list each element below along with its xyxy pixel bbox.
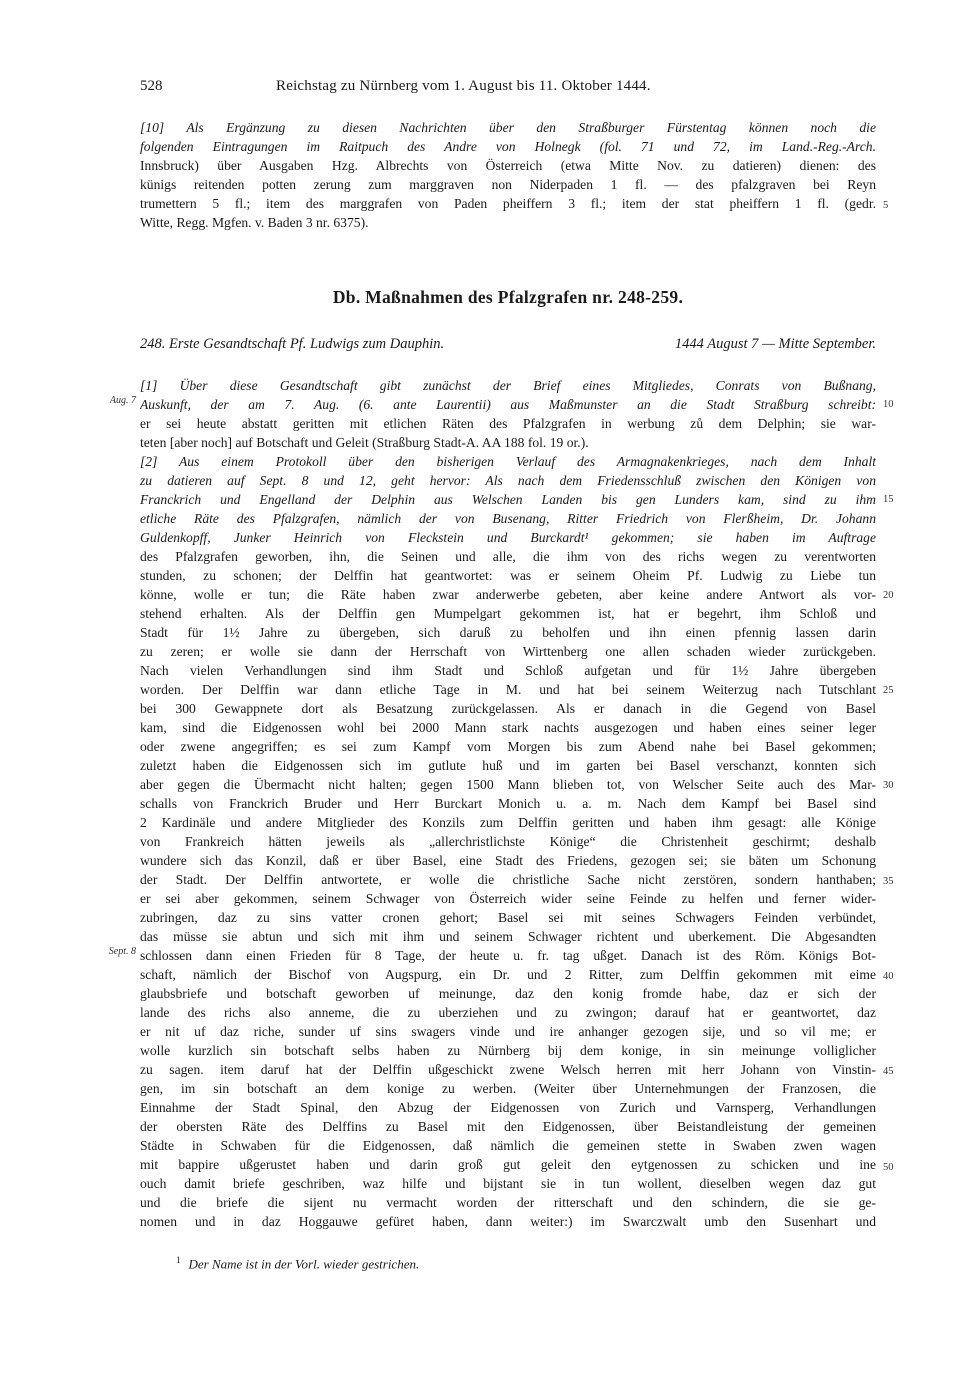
text-line: schlossen dann einen Frieden für 8 Tage, der heute u. fr. tag ußget. Danach ist des Röm. Königs Bot- — [140, 948, 876, 963]
text-line: bei 300 Gewappnete dort als Besatzung zurückgelassen. Als er danach in die Gegend von Basel — [140, 701, 876, 716]
text-line: glaubsbriefe und botschaft geworben uf meinunge, daz den konig fromde habe, daz er sich der — [140, 986, 876, 1001]
text-line: zuletzt haben die Eidgenossen sich im gutlute huß und im garten bei Basel verschanzt, konnten sich — [140, 758, 876, 773]
text-line: aber gegen die Übermacht nicht halten; gegen 1500 Mann blieben tot, von Welscher Seite auch des Mar- — [140, 777, 876, 792]
text-line: Auskunft, der am 7. Aug. (6. ante Laurentii) aus Maßmunster an die Stadt Straßburg schreibt: — [140, 397, 876, 412]
text-line: folgenden Eintragungen im Raitpuch des Andre von Holnegk (fol. 71 und 72, im Land.-Reg.-Arch. — [140, 139, 876, 154]
running-title: Reichstag zu Nürnberg vom 1. August bis 11. Oktober 1444. — [276, 78, 651, 94]
document-heading — [140, 334, 876, 354]
text-line: Städte in Schwaben für die Eidgenossen, daß nämlich die gemeinen stette in Swaben zwen wagen — [140, 1138, 876, 1153]
line-number: 10 — [883, 399, 894, 410]
text-line: stehend erhalten. Als der Delffin gen Mumpelgart gekommen ist, hat er begehrt, ihm Schloß und — [140, 606, 876, 621]
line-number: 15 — [883, 494, 894, 505]
intro-paragraph — [140, 118, 876, 232]
text-line: er sei heute abstatt geritten mit etlichen Räten des Pfalzgrafen in werbung zů dem Delphin; sie war- — [140, 416, 876, 431]
text-line: trumettern 5 fl.; item des marggrafen von Paden pheiffern 3 fl.; item der stat pheiffern 1 fl. (gedr. — [140, 196, 876, 211]
text-line: schalls von Franckrich Bruder und Herr Burckart Monich u. a. m. Nach dem Kampf bei Basel sind — [140, 796, 876, 811]
text-line: Guldenkopff, Junker Heinrich von Fleckstein und Burckardt¹ gekommen; sie haben im Auftrage — [140, 530, 876, 545]
text-line: ouch damit briefe geschriben, waz hilfe und bijstant sie in tun wollent, dieselben wegen daz gut — [140, 1176, 876, 1191]
line-number: 5 — [883, 200, 889, 211]
text-line: zu datieren auf Sept. 8 und 12, geht hervor: Als nach dem Friedensschluß zwischen den Königen von — [140, 473, 876, 488]
text-line: [1] Über diese Gesandtschaft gibt zunächst der Brief eines Mitgliedes, Conrats von Bußnang, — [140, 378, 876, 393]
text-line: nomen und in daz Hoggauwe gefüret haben, dann weiter:) im Swarczwalt umb den Susenhart und — [140, 1214, 876, 1229]
text-line: mit bappire ußgerustet haben und darin groß gut geleit den eytgenossen zu schicken und ine — [140, 1157, 876, 1172]
text-line: Einnahme der Stadt Spinal, den Abzug der Eidgenossen von Zurich und Varnsperg, Verhandlungen — [140, 1100, 876, 1115]
text-line: etliche Räte des Pfalzgrafen, nämlich der von Busenang, Ritter Friedrich von Flerßheim, Dr. Johann — [140, 511, 876, 526]
text-line: zu zeren; er wolle sie dann der Herrschaft von Wirttenberg one allen schaden wieder zurückgeben. — [140, 644, 876, 659]
text-line: [2] Aus einem Protokoll über den bisherigen Verlauf des Armagnakenkrieges, nach dem Inhalt — [140, 454, 876, 469]
text-line: Stadt für 1½ Jahre zu übergeben, sich daruß zu beholfen und ihn einen pfennig lassen darin — [140, 625, 876, 640]
text-line: zubringen, daz zu sins vatter cronen gehort; Basel sei mit seines Schwagers Feinden verbündet, — [140, 910, 876, 925]
text-line: [10] Als Ergänzung zu diesen Nachrichten über den Straßburger Fürstentag können noch die — [140, 120, 876, 135]
line-number: 45 — [883, 1066, 894, 1077]
document-number-title: 248. Erste Gesandtschaft Pf. Ludwigs zum Dauphin. — [140, 336, 445, 352]
text-line: wolle kurzlich sin botschaft selbs haben zu Nürnberg bij dem konige, in sin meinunge volliglicher — [140, 1043, 876, 1058]
text-line: Nach vielen Verhandlungen sind ihm Stadt und Schloß aufgetan und für 1½ Jahre übergeben — [140, 663, 876, 678]
text-line: lande des richs also anneme, die zu uberziehen und zu zwingon; darauf hat er geantwortet, daz — [140, 1005, 876, 1020]
text-line: 2 Kardinäle und andere Mitglieder des Konzils zum Delffin geritten und haben ihm gesagt: alle Könige — [140, 815, 876, 830]
text-line: oder zwene angegriffen; es sei zum Kampf vom Morgen bis zum Abend nahe bei Basel gekommen; — [140, 739, 876, 754]
document-date: 1444 August 7 — Mitte September. — [674, 336, 876, 352]
text-line: der Stadt. Der Delffin antwortete, er wolle die christliche Sache nicht zerstören, sondern hanthaben; — [140, 872, 876, 887]
line-number: 25 — [883, 685, 894, 696]
margin-note-aug7: Aug. 7 — [109, 395, 136, 406]
text-line: zu sagen. item daruf hat der Delffin ußgeschickt zwene Welsch herren mit herr Johann von Vinstin- — [140, 1062, 876, 1077]
footnote-text: Der Name ist in der Vorl. wieder gestrichen. — [188, 1256, 420, 1272]
section-title: Db. Maßnahmen des Pfalzgrafen nr. 248-259. — [332, 287, 684, 307]
line-number: 30 — [883, 780, 894, 791]
text-line: künigs reitenden potten zerung zum marggraven non Niderpaden 1 fl. — des pfalzgraven bei Reyn — [140, 177, 876, 192]
line-number: 50 — [883, 1162, 894, 1173]
line-number: 35 — [883, 876, 894, 887]
text-line: teten [aber noch] auf Botschaft und Geleit (Straßburg Stadt-A. AA 188 fol. 19 or.). — [140, 435, 589, 450]
text-line: Witte, Regg. Mgfen. v. Baden 3 nr. 6375). — [140, 215, 369, 230]
text-line: er sei aber gekommen, seinem Schwager von Österreich wider seine Feinde zu helfen und ferner wider- — [140, 891, 876, 906]
text-line: er nit uf daz riche, sunder uf sins swagers vinde und ire anhanger gezogen sije, und so vil me; er — [140, 1024, 876, 1039]
text-line: und die briefe die sijent nu vermacht worden der ritterschaft und den schindern, die sie ge- — [140, 1195, 876, 1210]
text-line: des Pfalzgrafen geworben, ihn, die Seinen und alle, die ihm von des richs wegen zu verentworten — [140, 549, 876, 564]
margin-note-sept8: Sept. 8 — [108, 946, 136, 957]
document-body — [140, 376, 876, 1231]
text-line: der obersten Räte des Delffins zu Basel mit den Eidgenossen, über Beistandleistung der gemeinen — [140, 1119, 876, 1134]
text-line: wundere sich das Konzil, daß er über Basel, eine Stadt des Friedens, gezogen sei; sie bäten um Schonung — [140, 853, 876, 868]
footnote — [176, 1255, 419, 1272]
footnote-marker: 1 — [176, 1255, 181, 1265]
text-line: kam, sind die Eidgenossen wohl bei 2000 Mann stark nachts ausgezogen und haben eines seiner leger — [140, 720, 876, 735]
text-line: von Frankreich hätten jeweils als „allerchristlichste Könige“ die Christenheit geschirmt; deshalb — [140, 834, 876, 849]
text-line: Franckrich und Engelland der Delphin aus Welschen Landen bis gen Lunders kam, sind zu ihm — [140, 492, 876, 507]
line-number: 20 — [883, 590, 894, 601]
text-line: Innsbruck) über Ausgaben Hzg. Albrechts von Österreich (etwa Mitte Nov. zu datieren) dienen: des — [140, 158, 876, 173]
text-line: das müsse sie abtun und sich mit ihm und seinem Schwager richtent und uberkement. Die Abgesandten — [140, 929, 876, 944]
page-number: 528 — [140, 78, 163, 94]
text-line: stunden, zu schonen; der Delffin hat geantwortet: was er seinem Oheim Pf. Ludwig zu Liebe tun — [140, 568, 876, 583]
text-line: schaft, nämlich der Bischof von Augspurg, ein Dr. und 2 Ritter, zum Delffin gekommen mit eime — [140, 967, 876, 982]
text-line: könne, wolle er tun; die Räte haben zwar anderwerbe gebeten, aber keine andere Antwort als vor- — [140, 587, 876, 602]
text-line: gen, im sin botschaft an dem konige zu werben. (Weiter über Unternehmungen der Franzosen, die — [140, 1081, 876, 1096]
text-line: worden. Der Delffin war dann etliche Tage in M. und hat bei seinem Weiterzug nach Tutschlant — [140, 682, 876, 697]
line-number: 40 — [883, 971, 894, 982]
